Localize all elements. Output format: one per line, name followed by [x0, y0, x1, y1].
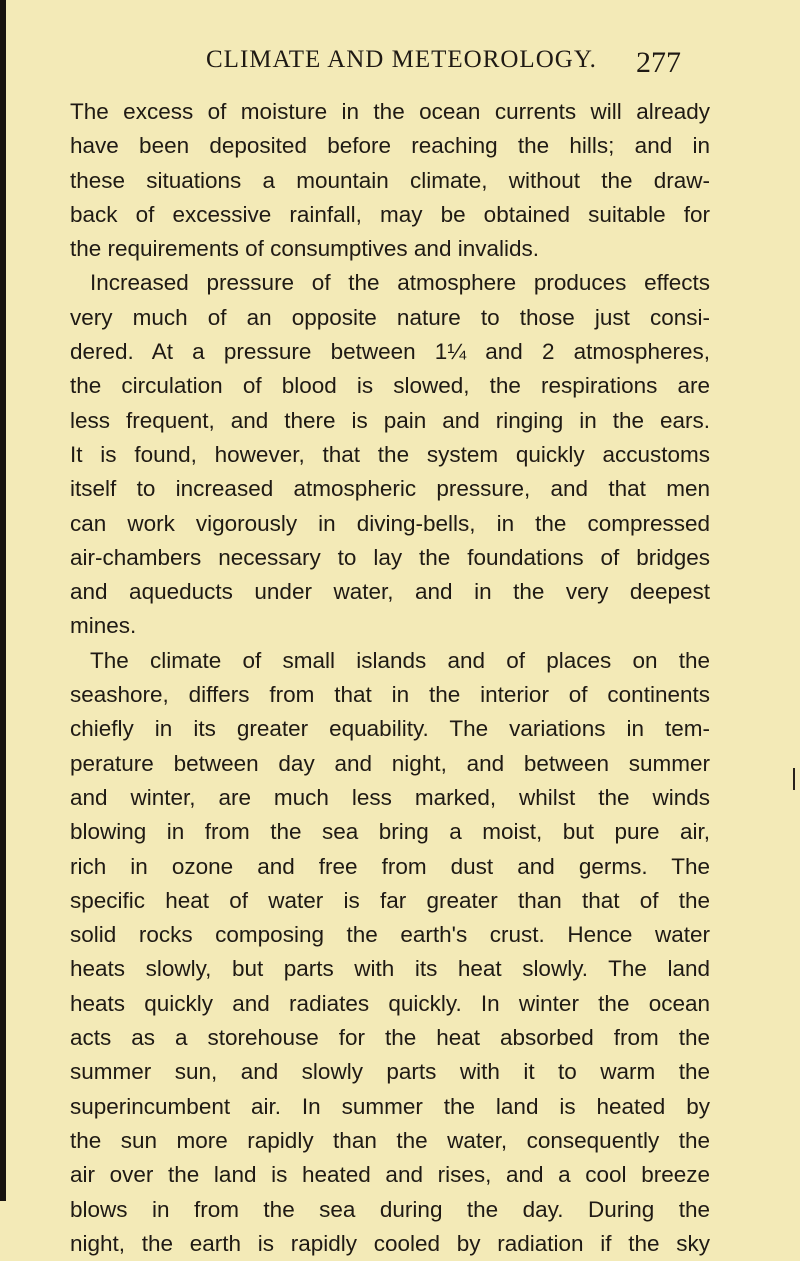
text-line: perature between day and night, and between summer	[70, 750, 710, 776]
text-line: superincumbent air. In summer the land is heated by	[70, 1093, 710, 1119]
margin-mark	[793, 768, 795, 790]
page-number: 277	[636, 46, 681, 79]
text-line: the circulation of blood is slowed, the respirations are	[70, 373, 710, 399]
text-line: acts as a storehouse for the heat absorbed from the	[70, 1025, 710, 1051]
page-binding-edge	[0, 0, 6, 1201]
text-line: less frequent, and there is pain and ringing in the ears.	[70, 407, 710, 433]
text-line: heats quickly and radiates quickly. In winter the ocean	[70, 990, 710, 1016]
text-line: chiefly in its greater equability. The variations in tem-	[70, 716, 710, 742]
text-line: very much of an opposite nature to those just consi-	[70, 304, 710, 330]
text-line: Increased pressure of the atmosphere produces effects	[90, 270, 710, 296]
text-line: air-chambers necessary to lay the foundations of bridges	[70, 544, 710, 570]
running-title: CLIMATE AND METEOROLOGY.	[206, 46, 597, 73]
text-line: blowing in from the sea bring a moist, but pure air,	[70, 819, 710, 845]
body-text	[70, 95, 710, 1261]
text-line: dered. At a pressure between 1¼ and 2 atmospheres,	[70, 339, 710, 365]
text-line: these situations a mountain climate, without the draw-	[70, 167, 710, 193]
text-line: the requirements of consumptives and invalids.	[70, 236, 539, 262]
text-line: It is found, however, that the system quickly accustoms	[70, 441, 710, 467]
text-line: blows in from the sea during the day. During the	[70, 1196, 710, 1222]
text-line: rich in ozone and free from dust and germs. The	[70, 853, 710, 879]
text-line: the sun more rapidly than the water, consequently the	[70, 1127, 710, 1153]
text-line: have been deposited before reaching the hills; and in	[70, 133, 710, 159]
text-line: summer sun, and slowly parts with it to warm the	[70, 1059, 710, 1085]
text-line: can work vigorously in diving-bells, in the compressed	[70, 510, 710, 536]
text-line: night, the earth is rapidly cooled by radiation if the sky	[70, 1230, 710, 1256]
text-line: and aqueducts under water, and in the very deepest	[70, 579, 710, 605]
text-line: mines.	[70, 613, 137, 639]
text-line: solid rocks composing the earth's crust. Hence water	[70, 922, 710, 948]
page-header	[0, 46, 800, 86]
text-line: and winter, are much less marked, whilst the winds	[70, 784, 710, 810]
text-line: specific heat of water is far greater than that of the	[70, 887, 710, 913]
text-line: heats slowly, but parts with its heat slowly. The land	[70, 956, 710, 982]
text-line: back of excessive rainfall, may be obtained suitable for	[70, 201, 710, 227]
text-line: air over the land is heated and rises, and a cool breeze	[70, 1162, 710, 1188]
text-line: The excess of moisture in the ocean currents will already	[70, 99, 710, 124]
text-line: itself to increased atmospheric pressure, and that men	[70, 476, 710, 502]
text-line: The climate of small islands and of places on the	[90, 647, 710, 673]
text-line: seashore, differs from that in the interior of continents	[70, 682, 710, 708]
